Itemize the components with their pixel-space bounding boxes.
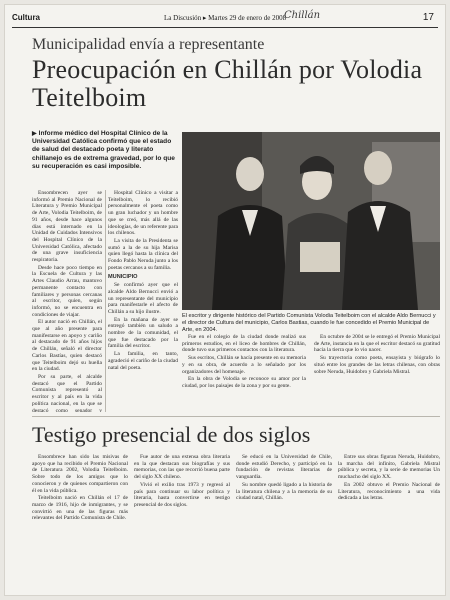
article-column-4 [314,334,440,414]
subhead-municipio: MUNICIPIO [108,274,138,281]
paragraph: Su trayectoria como poeta, ensayista y biógrafo lo situó entre los grandes de las letras chilenas, con obras sobre Neruda, Huidobro y Gabriela Mistral. [314,355,440,375]
article-headline: Preocupación en Chillán por Volodia Teitelboim [32,55,423,112]
article2-column-1 [32,454,128,594]
paragraph: Entre sus obras figuran Neruda, Huidobro, la marcha del infinito, Gabriela Mistral pública y secreta, y la serie de memorias Un muchacho del siglo XX. [338,454,440,481]
photo-caption: El escritor y dirigente histórico del Partido Comunista Volodia Teitelboim con el alcalde Aldo Bernucci y el director de Cultura del municipio, Carlos Bastias, cuando le fue concedido el Premio Municipal de Arte, en 2004. [182,313,436,333]
paragraph: Ensombrece han sido las misivas de apoyo que ha recibido el Premio Nacional de Literatura 2002, Volodia Teitelboim. Sobre todo de los amigos que lo conocieron y de quienes compartieron con él en la vida pública. [32,454,128,494]
paragraph: Desde hace poco tiempo en la Escuela de Cultura y las Artes Claudio Arrau, mantuvo permanente contacto con familiares y personas cercanas al escritor, quien, según informó, no se encuentra en condiciones de viajar. [32,264,102,318]
paragraph: En la obra de Volodia se reconoce su amor por la ciudad, por los paisajes de la zona y por su gente. [182,376,306,389]
paragraph: Ensombrecen ayer se informó al Premio Nacional de Literatura y Premio Municipal de Arte, Volodia Teitelboim, de 91 años, desde hace algunos días está internado en la Unidad de Cuidados Intensivos del Hospital Clínico de la Universidad Católica, afectado de una grave insuficiencia respiratoria. [32,190,102,264]
newspaper-page [4,4,446,596]
paragraph: Vivió el exilio tras 1973 y regresó al país para continuar su labor política y literaria, hasta convertirse en testigo presencial de dos siglos. [134,481,230,508]
paragraph: Se confirmó ayer que el alcalde Aldo Bernucci envió a un representante del municipio para manifestarle el afecto de Chillán a su hijo ilustre. [108,282,178,315]
paragraph: En octubre de 2004 se le entregó el Premio Municipal de Arte, instancia en la que el escritor destacó su gratitud hacia la tierra que lo vio nacer. [314,334,440,354]
paragraph: Su nombre quedó ligado a la historia de la literatura chilena y a la memoria de su ciudad natal, Chillán. [236,481,332,502]
article2-column-4 [338,454,440,594]
paragraph: La visita de la Presidenta se sumó a la de su hija Marisa quien llegó hasta la clínica del Fondo Pablo Neruda junto a los poetas cercanos a su familia. [108,237,178,271]
article2-column-3 [236,454,332,594]
article-column-2 [108,190,178,412]
paragraph: El autor nació en Chillán, el que al año presente para manifestarse en apoyo y cariño al destacado de 91 años hijos de Chillán, señaló el director Carlos Bastías, quien destacó que Teitelboim dejó su huella en la ciudad. [32,319,102,373]
article-separator [32,416,440,417]
paragraph: Teitelboim nació en Chillán el 17 de marzo de 1916, hijo de inmigrantes, y se convirtió en una de las figuras más relevantes del Partido Comunista de Chile. [32,495,128,522]
paragraph: La familia, en tanto, agradeció el cariño de la ciudad natal del poeta. [108,351,178,371]
bullet-icon: ▶ [32,131,37,137]
photo-illustration [182,132,440,310]
article2-column-2 [134,454,230,594]
article-summary [32,130,178,171]
dateline: La Discusión ▸ Martes 29 de enero de 2008 [164,14,287,22]
article-column-3 [182,334,306,414]
column-divider [105,190,106,412]
paragraph: Fue autor de una extensa obra literaria en la que destacan sus biografías y sus memorias, con las que recorrió buena parte del siglo XX chileno. [134,454,230,481]
paragraph: Hospital Clínico a visitar a Teitelboim, lo recibió personalmente el poeta como un gran luchador y un hombre que se creó, más allá de las ideologías, de un referente para los chilenos. [108,190,178,237]
handwritten-note: Chillán [284,10,321,21]
page-header [8,12,442,24]
summary-text: Informe médico del Hospital Clínico de la Universidad Católica confirmó que el estado de salud del destacado poeta y literato chillanejo es de extrema gravedad, por lo que su recuperación es casi imposible. [32,130,175,170]
paragraph: Se educó en la Universidad de Chile, donde estudió Derecho, y participó en la fundación de revistas literarias de vanguardia. [236,454,332,481]
article-kicker: Municipalidad envía a representante [32,36,265,53]
section-name: Cultura [12,13,40,22]
article2-headline: Testigo presencial de dos siglos [32,422,311,447]
paragraph: Sus escritos, Chillán se hacía presente en su memoria y en su obra, de acuerdo a lo señalado por los organizadores del homenaje. [182,355,306,375]
paragraph: En 2002 obtuvo el Premio Nacional de Literatura, reconocimiento a una vida dedicada a las letras. [338,481,440,502]
article-photo [182,132,440,310]
paragraph: Fue en el colegio de la ciudad donde realizó sus primeros estudios, en el liceo de hombres de Chillán, donde tuvo sus primeros contactos con la literatura. [182,334,306,354]
article-column-1 [32,190,102,412]
header-rule [12,27,438,28]
page-number: 17 [422,12,434,23]
paragraph: En la mañana de ayer se entregó también un saludo a nombre de la comunidad, el que fue destacado por la familia del escritor. [108,316,178,350]
paragraph: Por su parte, el alcalde destacó que el Partido Comunista representó al escritor y al país en la vida política nacional, en la que se destacó como senador y [32,373,102,412]
